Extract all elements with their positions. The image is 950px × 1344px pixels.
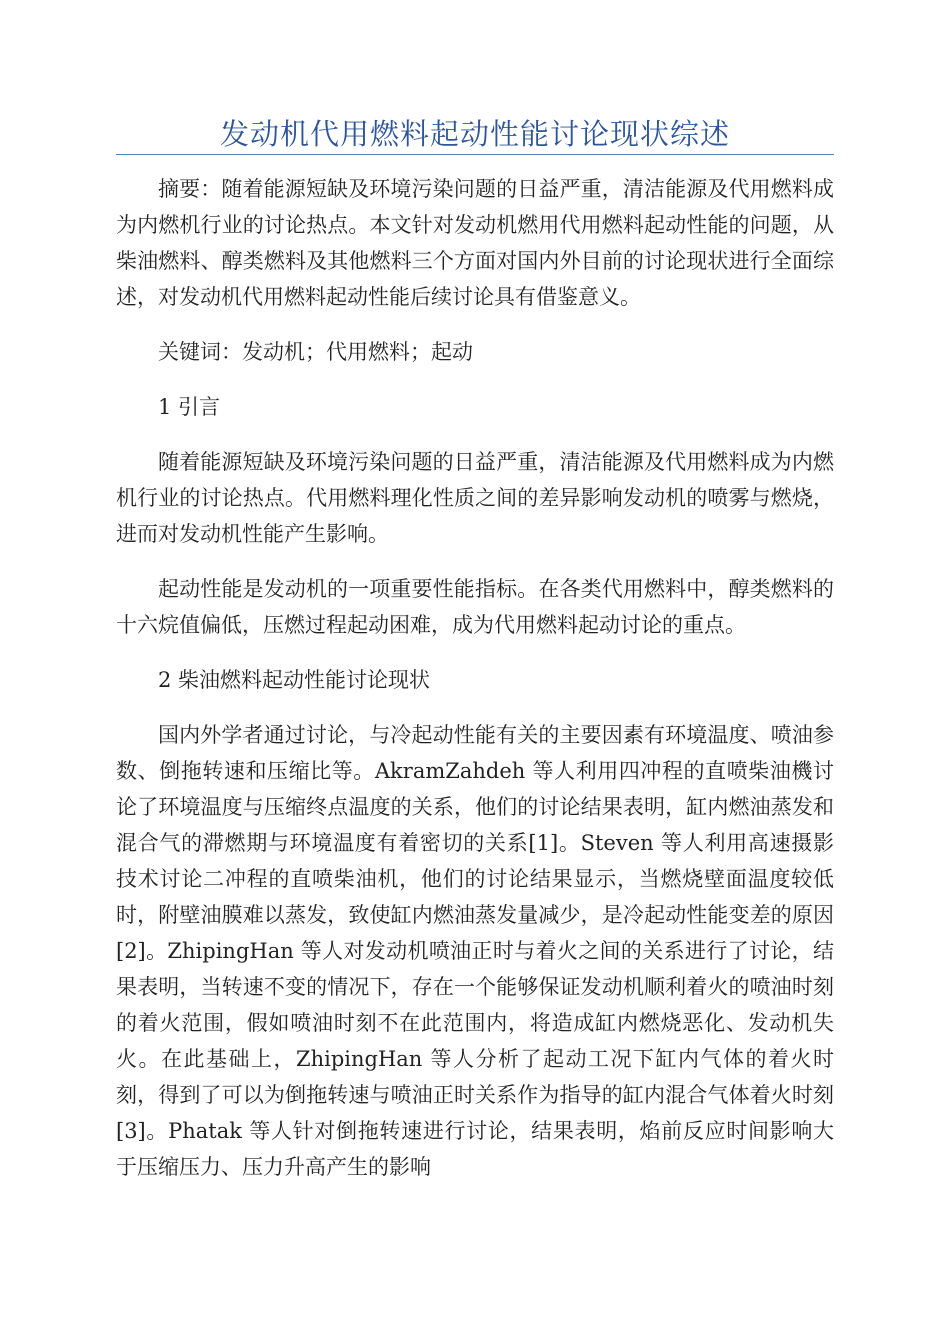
document-body [116, 171, 834, 1204]
abstract-paragraph: 摘要：随着能源短缺及环境污染问题的日益严重，清洁能源及代用燃料成为内燃机行业的讨论热点。本文针对发动机燃用代用燃料起动性能的问题，从柴油燃料、醇类燃料及其他燃料三个方面对国内外目前的讨论现状进行全面综述，对发动机代用燃料起动性能后续讨论具有借鉴意义。 [116, 177, 834, 309]
keywords-paragraph: 关键词：发动机；代用燃料；起动 [158, 340, 473, 364]
document-title: 发动机代用燃料起动性能讨论现状综述 [219, 117, 730, 151]
section-2-heading: 2 柴油燃料起动性能讨论现状 [158, 668, 431, 692]
section-1-heading: 1 引言 [158, 395, 221, 419]
section-2-paragraph-1: 国内外学者通过讨论，与冷起动性能有关的主要因素有环境温度、喷油参数、倒拖转速和压缩比等。AkramZahdeh 等人利用四冲程的直喷柴油機讨论了环境温度与压缩终点温度的关系，他们的讨论结果表明，缸内燃油蒸发和混合气的滞燃期与环境温度有着密切的关系[1]。Steven 等人利用高速摄影技术讨论二冲程的直喷柴油机，他们的讨论结果显示，当燃烧壁面温度较低时，附壁油膜难以蒸发，致使缸内燃油蒸发量减少，是冷起动性能变差的原因[2]。ZhipingHan 等人对发动机喷油正时与着火之间的关系进行了讨论，结果表明，当转速不变的情况下，存在一个能够保证发动机顺利着火的喷油时刻的着火范围，假如喷油时刻不在此范围内，将造成缸内燃烧恶化、发动机失火。在此基础上，ZhipingHan 等人分析了起动工况下缸内气体的着火时刻，得到了可以为倒拖转速与喷油正时关系作为指导的缸内混合气体着火时刻[3]。Phatak 等人针对倒拖转速进行讨论，结果表明，焰前反应时间影响大于压缩压力、压力升高产生的影响 [116, 723, 834, 1179]
section-1-paragraph-2: 起动性能是发动机的一项重要性能指标。在各类代用燃料中，醇类燃料的十六烷值偏低，压燃过程起动困难，成为代用燃料起动讨论的重点。 [116, 577, 834, 637]
section-1-paragraph-1: 随着能源短缺及环境污染问题的日益严重，清洁能源及代用燃料成为内燃机行业的讨论热点。代用燃料理化性质之间的差异影响发动机的喷雾与燃烧，进而对发动机性能产生影响。 [116, 450, 834, 546]
title-underline [116, 154, 834, 155]
